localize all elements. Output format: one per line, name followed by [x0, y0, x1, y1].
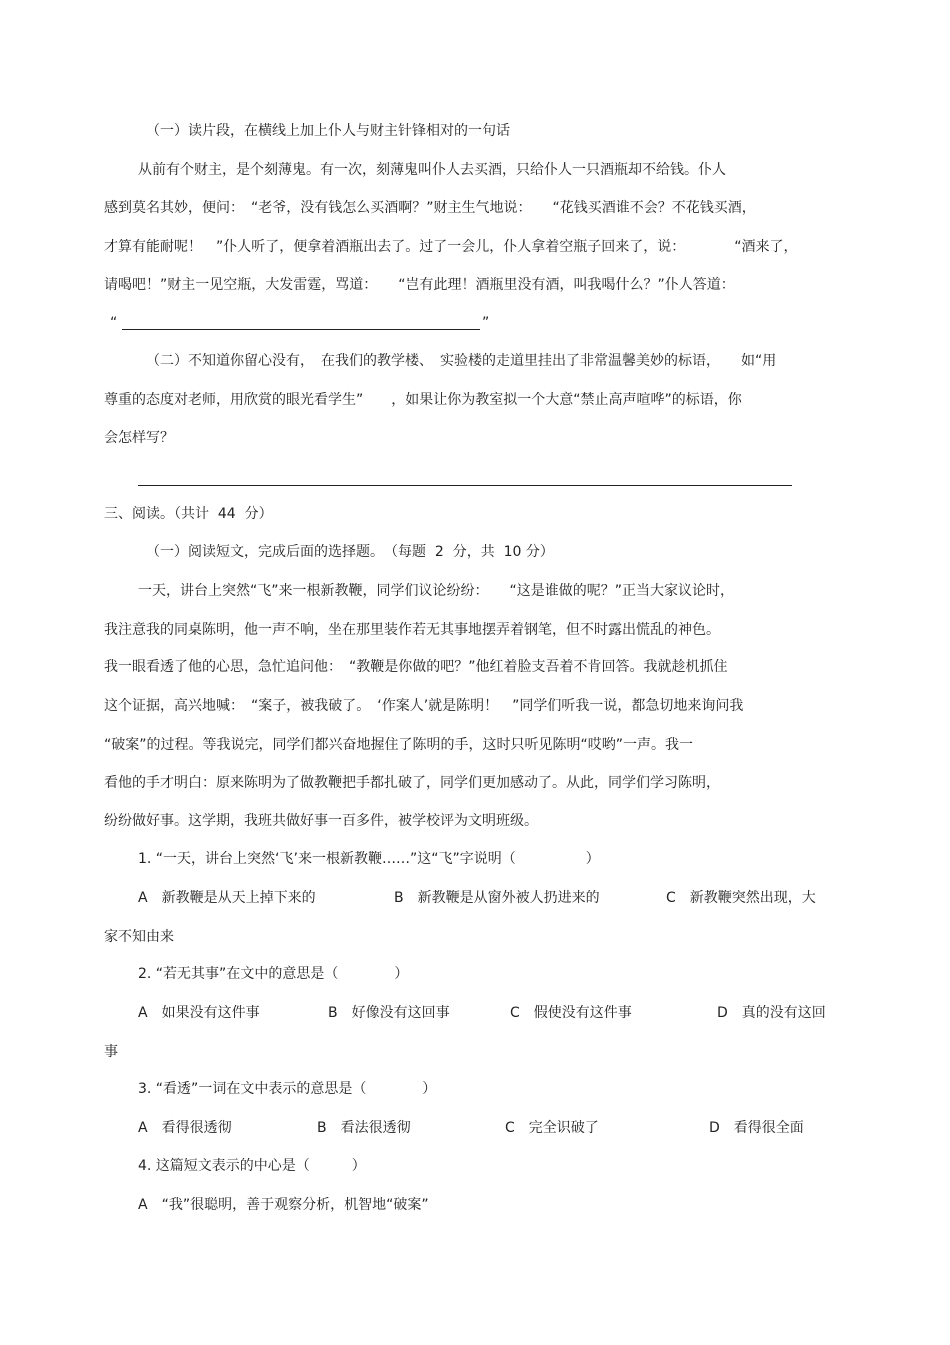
question-1-option-b[interactable]: B 新教鞭是从窗外被人扔进来的 [394, 890, 600, 906]
question-2-option-c[interactable]: C 假使没有这件事 [510, 1005, 632, 1021]
question-3-option-b[interactable]: B 看法很透彻 [317, 1120, 411, 1136]
section1-heading: （一）读片段，在横线上加上仆人与财主针锋相对的一句话 [146, 123, 510, 139]
question-2-option-d[interactable]: D 真的没有这回 [717, 1005, 826, 1021]
paragraph-line: 才算有能耐呢！ ”仆人听了，便拿着酒瓶出去了。过了一会儿，仆人拿着空瓶子回来了，说： “酒来了， [104, 239, 798, 255]
question-1-option-c-wrap: 家不知由来 [104, 929, 174, 945]
passage-line: 我一眼看透了他的心思，急忙追问他： “教鞭是你做的吧？”他红着脸支吾着不肯回答。我就趁机抓住 [104, 659, 728, 675]
question-2-option-a[interactable]: A 如果没有这件事 [138, 1005, 260, 1021]
answer-blank-line[interactable] [138, 485, 792, 486]
passage-line: 我注意我的同桌陈明，他一声不响，坐在那里装作若无其事地摆弄着钢笔，但不时露出慌乱的神色。 [104, 622, 720, 638]
question-3-option-d[interactable]: D 看得很全面 [709, 1120, 804, 1136]
question-3-option-c[interactable]: C 完全识破了 [505, 1120, 599, 1136]
question-4-stem: 4. 这篇短文表示的中心是（ ） [138, 1158, 366, 1174]
question-3-stem: 3. “看透”一词在文中表示的意思是（ ） [138, 1081, 437, 1097]
passage-line: “破案”的过程。等我说完，同学们都兴奋地握住了陈明的手，这时只听见陈明“哎哟”一声。我一 [104, 737, 694, 753]
question-3-option-a[interactable]: A 看得很透彻 [138, 1120, 232, 1136]
question-1-stem: 1. “一天，讲台上突然‘飞’来一根新教鞭……”这“飞”字说明（ ） [138, 851, 600, 867]
passage-line: 纷纷做好事。这学期，我班共做好事一百多件，被学校评为文明班级。 [104, 813, 538, 829]
paragraph-line: 感到莫名其妙，便问： “老爷，没有钱怎么买酒啊？”财主生气地说： “花钱买酒谁不会？不花钱买酒， [104, 200, 756, 216]
passage-line: 这个证据，高兴地喊： “案子，被我破了。 ‘作案人’就是陈明！ ”同学们听我一说，都急切地来询问我 [104, 698, 744, 714]
paragraph-line: （二）不知道你留心没有， 在我们的教学楼、 实验楼的走道里挂出了非常温馨美妙的标语， 如“用 [146, 353, 777, 369]
passage-line: 一天，讲台上突然“飞”来一根新教鞭，同学们议论纷纷： “这是谁做的呢？”正当大家议论时， [138, 583, 735, 599]
paragraph-line: 会怎样写？ [104, 430, 174, 446]
section3-subheading: （一）阅读短文，完成后面的选择题。 （每题 2 分，共 10 分） [146, 544, 554, 560]
section3-title: 三、阅读。（共计 44 分） [104, 506, 273, 522]
question-2-option-d-wrap: 事 [104, 1044, 118, 1060]
paragraph-line: 尊重的态度对老师，用欣赏的眼光看学生” ，如果让你为教室拟一个大意“禁止高声喧哗”的标语，你 [104, 392, 742, 408]
question-1-option-a[interactable]: A 新教鞭是从天上掉下来的 [138, 890, 316, 906]
paragraph-line: 请喝吧！”财主一见空瓶，大发雷霆，骂道： “岂有此理！酒瓶里没有酒，叫我喝什么？”仆人答道： [104, 277, 735, 293]
question-4-option-a[interactable]: A “我”很聪明，善于观察分析，机智地“破案” [138, 1197, 429, 1213]
answer-quote-open: “ [110, 315, 118, 331]
question-2-stem: 2. “若无其事”在文中的意思是（ ） [138, 966, 409, 982]
question-1-option-c[interactable]: C 新教鞭突然出现，大 [666, 890, 816, 906]
question-2-option-b[interactable]: B 好像没有这回事 [328, 1005, 450, 1021]
answer-quote-close: ” [482, 315, 490, 331]
passage-line: 看他的手才明白：原来陈明为了做教鞭把手都扎破了，同学们更加感动了。从此，同学们学习陈明， [104, 775, 720, 791]
paragraph-line: 从前有个财主，是个刻薄鬼。有一次，刻薄鬼叫仆人去买酒，只给仆人一只酒瓶却不给钱。仆人 [138, 162, 726, 178]
answer-blank-line[interactable] [122, 329, 480, 330]
